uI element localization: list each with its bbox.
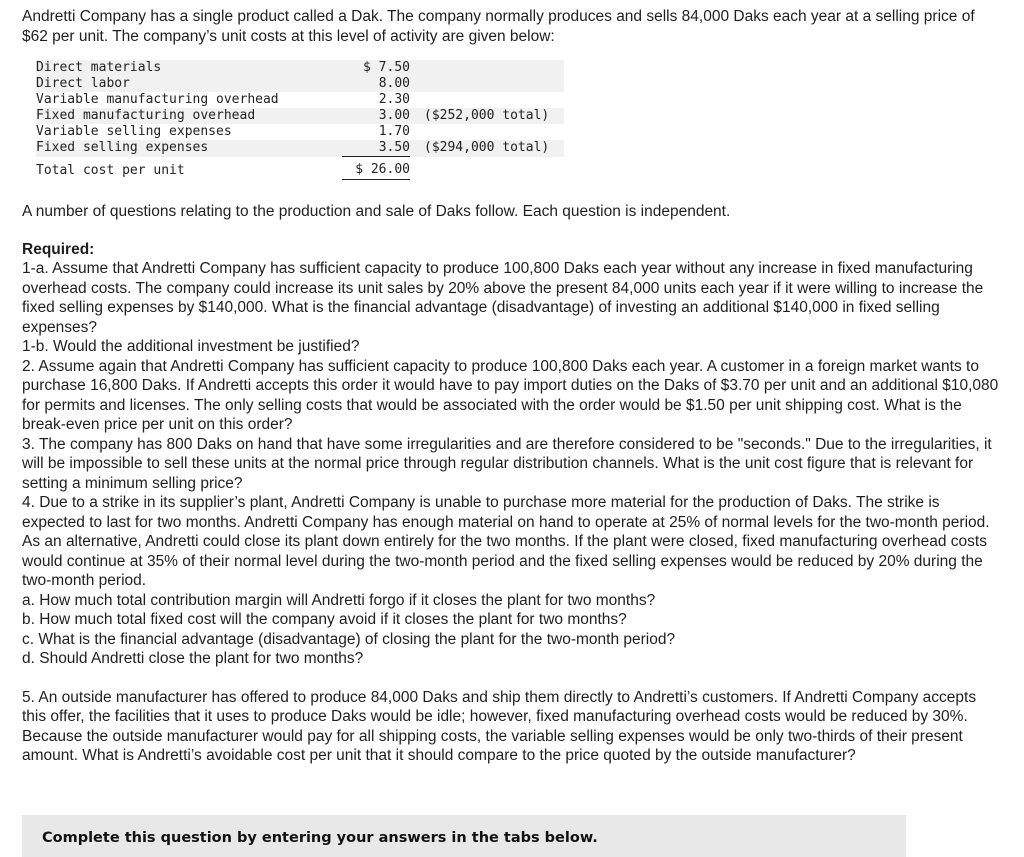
intro-paragraph: Andretti Company has a single product called a Dak. The company normally produces and sells 84,000 Daks each year at a selling price of $62 per unit. The company’s unit costs at this level of activity are given below:: [22, 8, 975, 45]
instruction-banner: [22, 815, 906, 857]
cost-row: [36, 60, 564, 76]
question-4: 4. Due to a strike in its supplier’s plant, Andretti Company is unable to purchase more material for the production of Daks. The strike is expected to last for two months. Andretti Company has enough material on hand to operate at 25% of normal levels for the two-month period. As an alternative, Andretti could close its plant down entirely for the two months. If the plant were closed, fixed manufacturing overhead costs would continue at 35% of their normal level during the two-month period and the fixed selling expenses would be reduced by 20% during the two-month period.: [22, 494, 990, 589]
cost-label: Direct materials: [36, 60, 342, 76]
question-4a: a. How much total contribution margin will Andretti forgo if it closes the plant for two months?: [22, 591, 656, 609]
cost-label: Variable manufacturing overhead: [36, 92, 279, 107]
instruction-text: Complete this question by entering your answers in the tabs below.: [42, 830, 598, 846]
cost-amount: 8.00: [342, 76, 410, 92]
question-3: 3. The company has 800 Daks on hand that have some irregularities and are therefore considered to be "seconds." Due to the irregularities, it will be impossible to sell these units at the normal price through regular distribution channels. What is the unit cost figure that is relevant for setting a minimum selling price?: [22, 435, 992, 492]
cost-label: Variable selling expenses: [36, 124, 232, 139]
cost-label: Fixed selling expenses: [36, 140, 342, 157]
total-label: Total cost per unit: [36, 162, 185, 178]
cost-note: [410, 124, 564, 140]
cost-label: Fixed manufacturing overhead: [36, 108, 342, 124]
question-4d: d. Should Andretti close the plant for two months?: [22, 650, 364, 667]
total-note: [410, 157, 564, 180]
cost-amount: 3.00: [342, 108, 410, 124]
cost-amount: 3.50: [342, 140, 410, 157]
cost-row: [36, 76, 564, 92]
total-amount: $ 26.00: [342, 157, 410, 180]
cost-row: [36, 124, 564, 140]
cost-amount: $ 7.50: [342, 60, 410, 76]
total-row: [36, 157, 564, 180]
required-heading: Required:: [22, 240, 95, 258]
cost-row: [36, 108, 564, 124]
cost-note: ($252,000 total): [410, 108, 564, 124]
question-4b: b. How much total fixed cost will the company avoid if it closes the plant for two months?: [22, 611, 627, 628]
cost-note: [410, 76, 564, 92]
problem-statement: [22, 7, 1002, 766]
cost-note: ($294,000 total): [410, 140, 564, 157]
question-5: 5. An outside manufacturer has offered to produce 84,000 Daks and ship them directly to Andretti’s customers. If Andretti Company accepts this offer, the facilities that it uses to produce Daks would be idle; however, fixed manufacturing overhead costs would be reduced by 30%. Because the outside manufacturer would pay for all shipping costs, the variable selling expenses would be only two-thirds of their present amount. What is Andretti’s avoidable cost per unit that it should compare to the price quoted by the outside manufacturer?: [22, 688, 977, 764]
cost-row: [36, 140, 564, 157]
question-1a: 1-a. Assume that Andretti Company has sufficient capacity to produce 100,800 Daks each year without any increase in fixed manufacturing overhead costs. The company could increase its unit sales by 20% above the present 84,000 units each year if it were willing to increase the fixed selling expenses by $140,000. What is the financial advantage (disadvantage) of investing an additional $140,000 in fixed selling expenses?: [22, 260, 984, 336]
question-2: 2. Assume again that Andretti Company has sufficient capacity to produce 100,800 Daks each year. A customer in a foreign market wants to purchase 16,800 Daks. If Andretti accepts this order it would have to pay import duties on the Daks of $3.70 per unit and an additional $10,080 for permits and licenses. The only selling costs that would be associated with the order would be $1.50 per unit shipping cost. What is the break-even price per unit on this order?: [22, 357, 999, 433]
cost-note: [410, 60, 564, 76]
cost-row: [36, 92, 564, 108]
cost-amount: 2.30: [378, 92, 410, 107]
cost-label: Direct labor: [36, 76, 342, 92]
question-4c: c. What is the financial advantage (disadvantage) of closing the plant for the two-month period?: [22, 630, 676, 648]
question-1b: 1-b. Would the additional investment be justified?: [22, 338, 360, 355]
unit-cost-table: [36, 60, 564, 180]
cost-amount: 1.70: [378, 124, 410, 139]
cost-note: [410, 92, 564, 108]
question-list: [22, 259, 1002, 669]
questions-intro: A number of questions relating to the production and sale of Daks follow. Each question is independent.: [22, 203, 731, 220]
